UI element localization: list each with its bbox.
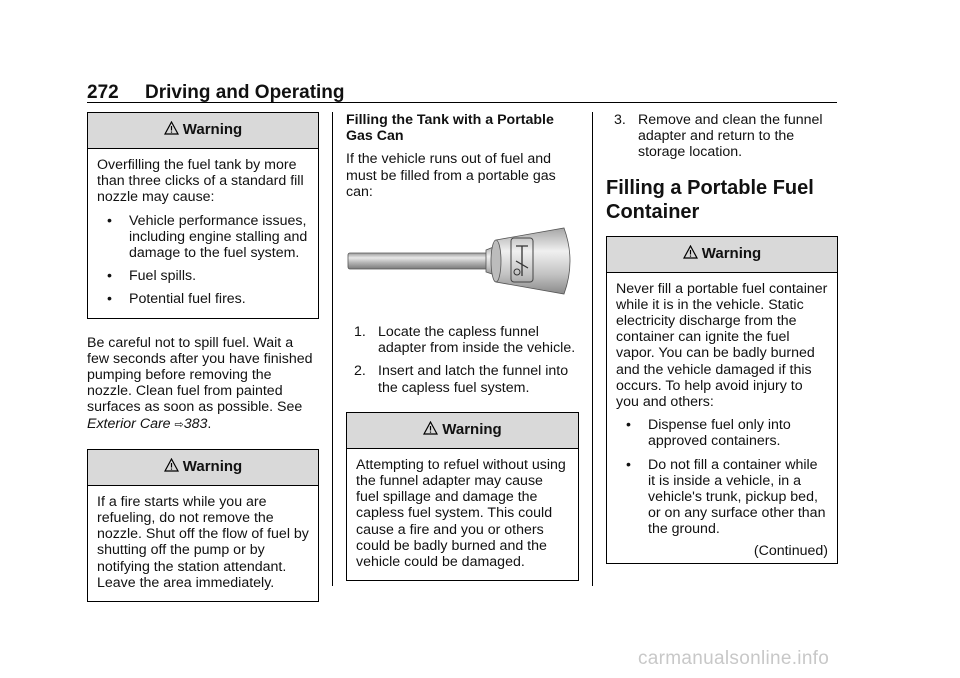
- instruction-step: [346, 324, 579, 356]
- warning-bullet: [97, 213, 309, 262]
- section-heading: Filling a Portable Fuel Container: [606, 176, 814, 223]
- bullet-text: Vehicle performance issues, including engine stalling and damage to the fuel system.: [129, 212, 308, 262]
- column-2: [346, 112, 579, 581]
- step-number: 1.: [354, 324, 366, 341]
- bullet-text: Potential fuel fires.: [129, 291, 246, 308]
- warning-header: [88, 113, 318, 149]
- intro-paragraph: If the vehicle runs out of fuel and must be filled from a portable gas can:: [346, 151, 556, 200]
- warning-bullet: [97, 268, 309, 284]
- step-text: Insert and latch the funnel into the capless fuel system.: [378, 363, 569, 396]
- warning-triangle-icon: [683, 245, 698, 263]
- warning-title: Warning: [442, 421, 502, 439]
- column-1: [87, 112, 319, 602]
- paragraph-end: .: [207, 415, 212, 432]
- step-number: 3.: [614, 112, 626, 128]
- spill-paragraph: [87, 335, 319, 433]
- warning-text: If a fire starts while you are refueling, do not remove the nozzle. Shut off the flow of fuel by shutting off the pump or by notifying the station attendant. Leave the area immediately.: [97, 493, 309, 591]
- step-text: Remove and clean the funnel adapter and return to the storage location.: [638, 112, 823, 161]
- column-3: [606, 112, 838, 564]
- bullet-icon: •: [107, 291, 112, 308]
- bullet-icon: •: [107, 268, 112, 285]
- warning-header: [347, 413, 578, 449]
- warning-body: [607, 273, 837, 563]
- warning-bullet: [616, 457, 828, 538]
- instruction-step: [606, 112, 838, 161]
- funnel-adapter-illustration: [346, 216, 579, 306]
- warning-box-container: [606, 236, 838, 564]
- warning-triangle-icon: [423, 421, 438, 439]
- warning-triangle-icon: [164, 458, 179, 476]
- warning-body: [88, 486, 318, 601]
- page-number: 272: [87, 82, 119, 103]
- bullet-text: Dispense fuel only into approved containers.: [648, 417, 791, 450]
- warning-title: Warning: [701, 245, 762, 262]
- warning-body: [88, 149, 318, 318]
- warning-box-overfill: [87, 112, 319, 319]
- bullet-text: Do not fill a container while it is inside a vehicle, in a vehicle's trunk, pickup bed, or on any surface other than the ground.: [648, 456, 826, 538]
- exterior-care-link[interactable]: Exterior Care: [87, 415, 171, 432]
- subsection-heading: Filling the Tank with a Portable Gas Can: [346, 112, 554, 145]
- page-reference[interactable]: 383: [183, 415, 208, 432]
- column-divider-1: [332, 112, 333, 586]
- section-title: Driving and Operating: [145, 82, 345, 103]
- warning-body: [347, 449, 578, 580]
- step-number: 2.: [354, 363, 366, 380]
- warning-triangle-icon: [164, 121, 179, 139]
- instruction-step: [346, 363, 579, 395]
- step-text: Locate the capless funnel adapter from inside the vehicle.: [378, 324, 576, 357]
- bullet-icon: •: [626, 456, 631, 473]
- page-reference-arrow-icon: ⇨: [174, 418, 184, 431]
- continued-label: (Continued): [753, 542, 828, 559]
- warning-bullet: [616, 417, 828, 449]
- warning-box-fire: [87, 449, 319, 602]
- warning-title: Warning: [182, 458, 243, 476]
- page-header: [87, 80, 837, 103]
- warning-intro: Overfilling the fuel tank by more than three clicks of a standard fill nozzle may cause:: [97, 157, 304, 206]
- bullet-icon: •: [107, 212, 112, 229]
- paragraph-text: Be careful not to spill fuel. Wait a few seconds after you have finished pumping before removing the nozzle. Clean fuel from painted surfaces as soon as possible. See: [87, 334, 313, 416]
- warning-box-funnel: [346, 412, 579, 581]
- bullet-icon: •: [626, 417, 631, 434]
- watermark: carmanualsonline.info: [638, 648, 830, 669]
- warning-header: [88, 450, 318, 486]
- warning-title: Warning: [182, 121, 243, 139]
- bullet-text: Fuel spills.: [129, 268, 197, 285]
- warning-text: Never fill a portable fuel container while it is in the vehicle. Static electricity discharge from the container can ignite the fuel vapor. You can be badly burned and the vehicle damaged if this occurs. To help avoid injury to you and others:: [616, 280, 828, 411]
- warning-header: [607, 237, 837, 273]
- column-divider-2: [592, 112, 593, 586]
- warning-text: Attempting to refuel without using the funnel adapter may cause fuel spillage and damage the capless fuel system. This could cause a fire and you or others could be badly burned and the vehicle could be damaged.: [356, 456, 566, 571]
- warning-bullet: [97, 291, 309, 307]
